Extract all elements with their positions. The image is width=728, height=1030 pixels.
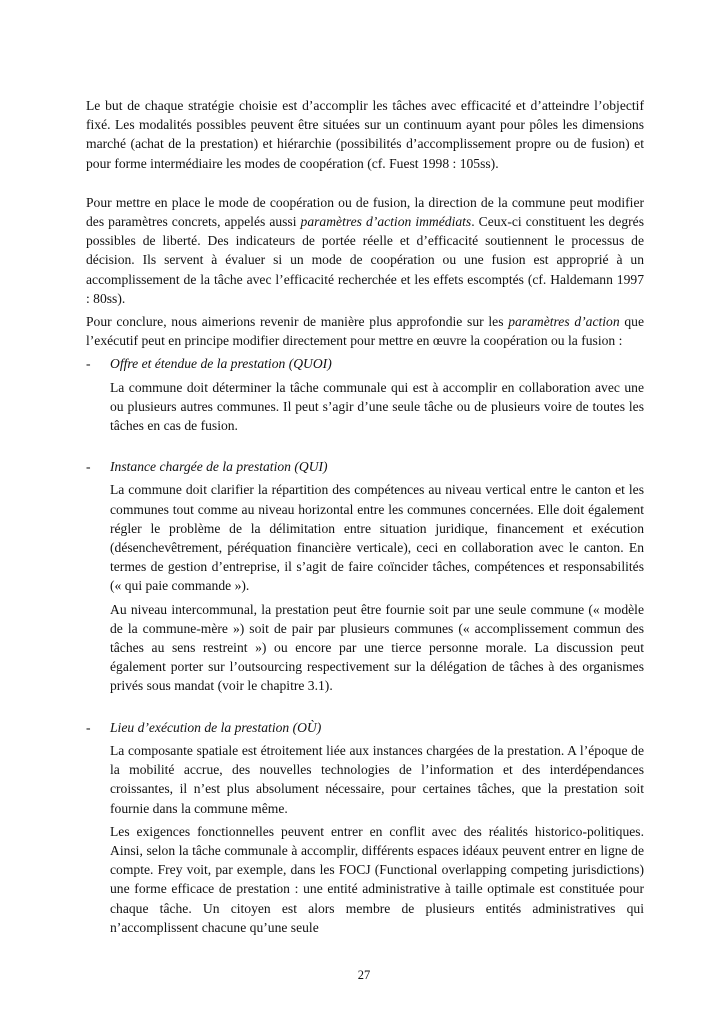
paragraph-strategy: Le but de chaque stratégie choisie est d’accomplir les tâches avec efficacité et d’atteindre l’objectif fixé. Les modalités possibles peuvent être situées sur un continuum ayant pour pôles les dimensions marché (achat de la prestation) et hiérarchie (possibilités d’accomplissement propre ou de fusion) et pour forme intermédiaire les modes de coopération (cf. Fuest 1998 : 105ss). xyxy=(86,98,644,171)
list-item-ou xyxy=(86,718,644,937)
list-item-title: Lieu d’exécution de la prestation (OÙ) xyxy=(110,719,322,735)
emphasis-parametres-action: paramètres d’action xyxy=(508,314,620,330)
list-item-heading xyxy=(86,718,644,737)
emphasis-parametres-immediats: paramètres d’action immédiats xyxy=(300,214,472,230)
paragraph-conclusion xyxy=(86,312,644,350)
list-item-paragraph: La commune doit déterminer la tâche communale qui est à accomplir en collaboration avec une ou plusieurs autres communes. Il peut s’agir d’une seule tâche ou de plusieurs voire de toutes les tâches en cas de fusion. xyxy=(110,379,644,434)
list-dash: - xyxy=(86,356,91,372)
list-item-paragraph: La composante spatiale est étroitement liée aux instances chargées de la prestation. A l’époque de la mobilité accrue, des nouvelles technologies de l’information et des interdépendances croissantes, il n’est plus absolument nécessaire, pour certaines tâches, que la prestation soit fournie dans la commune même. xyxy=(110,742,644,816)
paragraph-parameters-text-b: . Ceux-ci constituent les degrés possibles de liberté. Des indicateurs de portée réelle et d’efficacité soutiennent le processus de décision. Ils servent à évaluer si un mode de coopération ou une fusion est approprié à un accomplissement de la tâche avec l’efficacité recherchée et les effets escomptés (cf. Haldemann 1997 : 80ss). xyxy=(86,214,645,306)
paragraph-parameters-text-a: Pour mettre en place le mode de coopération ou de fusion, la direction de la commune peut modifier des paramètres concrets, appelés aussi xyxy=(86,194,644,230)
paragraph-conclusion-text-b: que l’exécutif peut en principe modifier directement pour mettre en œuvre la coopération ou la fusion : xyxy=(86,314,644,349)
list-item-paragraph: Les exigences fonctionnelles peuvent entrer en conflit avec des réalités historico-politiques. Ainsi, selon la tâche communale à accomplir, différents espaces idéaux peuvent entrer en ligne de compte. Frey voit, par exemple, dans les FOCJ (Functional overlapping competing jurisdictions) une forme efficace de prestation : une entité administrative à taille optimale est constituée pour chaque tâche. Un citoyen est alors membre de plusieurs entités administratives qui n’accomplissent chacune qu’une seule xyxy=(110,823,644,935)
list-dash: - xyxy=(86,719,91,735)
list-item-paragraph: Au niveau intercommunal, la prestation peut être fournie soit par une seule commune (« modèle de la commune-mère ») soit de pair par plusieurs communes (« accomplissement commun des tâches au sens restreint ») ou encore par une tierce personne morale. La discussion peut également porter sur l’outsourcing respectivement sur la délégation de tâches à des organismes privés sous mandat (voir le chapitre 3.1). xyxy=(110,601,644,694)
list-item-qui xyxy=(86,457,644,695)
list-item-paragraph: La commune doit clarifier la répartition des compétences au niveau vertical entre le canton et les communes tout comme au niveau horizontal entre les communes concernées. Elle doit également régler le problème de la délimitation entre situation juridique, financement et exécution (désenchevêtrement, péréquation financière verticale), ceci en collaboration avec le canton. En termes de gestion d’entreprise, il s’agit de faire coïncider tâches, compétences et responsabilités (« qui paie commande »). xyxy=(110,482,644,594)
list-item-body xyxy=(86,378,644,436)
paragraph-parameters xyxy=(86,193,644,308)
paragraph-conclusion-text-a: Pour conclure, nous aimerions revenir de manière plus approfondie sur les xyxy=(86,314,509,330)
list-item-title: Instance chargée de la prestation (QUI) xyxy=(110,459,328,475)
list-item-heading xyxy=(86,457,644,476)
list-item-quoi xyxy=(86,354,644,435)
list-item-body xyxy=(86,741,644,937)
list-item-title: Offre et étendue de la prestation (QUOI) xyxy=(110,356,332,372)
list-dash: - xyxy=(86,459,91,475)
page-number: 27 xyxy=(357,968,371,982)
list-item-heading xyxy=(86,354,644,373)
document-page xyxy=(86,96,644,937)
list-item-body xyxy=(86,480,644,695)
